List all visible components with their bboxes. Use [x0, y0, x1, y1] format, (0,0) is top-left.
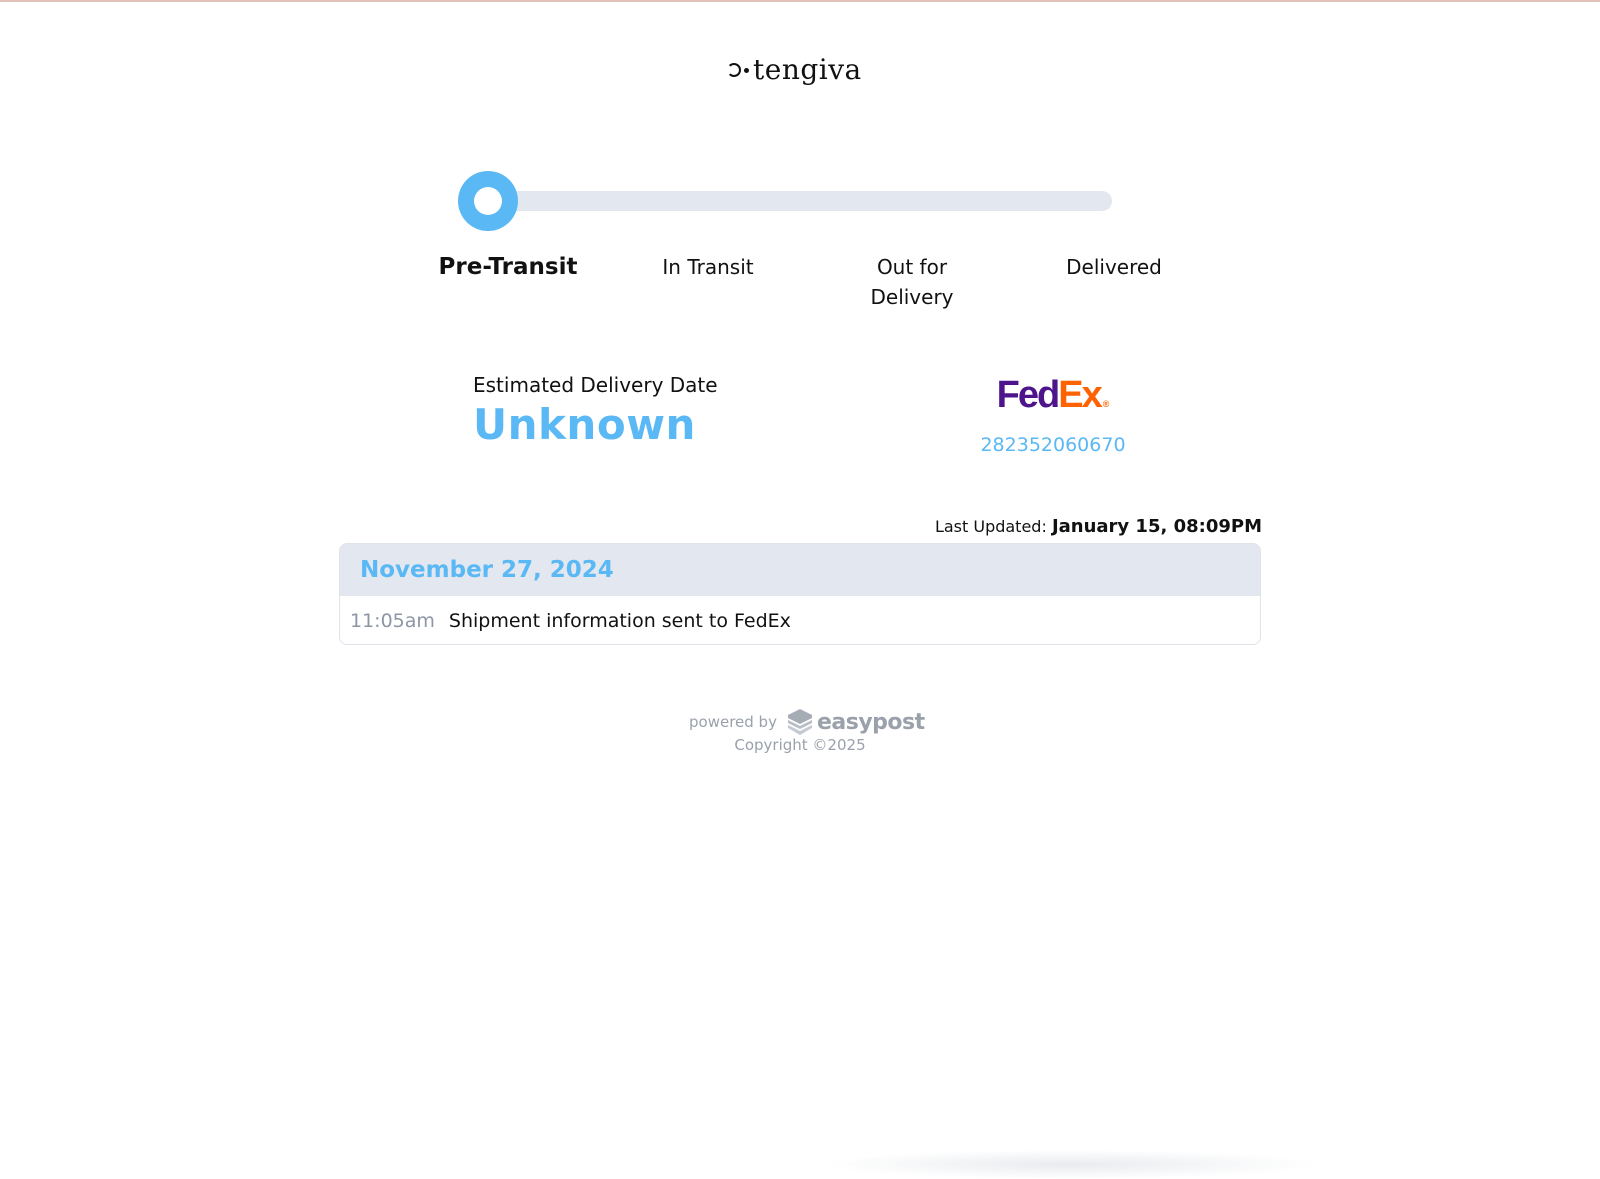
top-rule — [0, 0, 1600, 2]
estimated-delivery-value: Unknown — [473, 400, 696, 449]
last-updated-label: Last Updated: — [934, 517, 1047, 536]
carrier-block — [960, 375, 1146, 456]
progress-current-marker — [458, 171, 518, 231]
powered-by[interactable] — [689, 706, 925, 738]
event-row — [340, 596, 1260, 645]
estimated-delivery-label: Estimated Delivery Date — [473, 373, 718, 397]
tengiva-logo-icon — [727, 59, 749, 81]
step-out-for-delivery — [832, 252, 992, 312]
fedex-logo-fed: Fed — [996, 374, 1059, 416]
tracking-number-link[interactable]: 282352060670 — [980, 434, 1126, 456]
step-delivered: Delivered — [1066, 255, 1162, 279]
event-date-header: November 27, 2024 — [340, 544, 1260, 596]
fedex-logo-ex: Ex — [1058, 374, 1101, 416]
last-updated — [935, 516, 1262, 537]
step-in-transit: In Transit — [662, 255, 754, 279]
step-out-for-delivery-label: Out for Delivery — [870, 255, 954, 309]
step-pre-transit: Pre-Transit — [438, 254, 578, 280]
brand-logo-text: tengiva — [753, 53, 862, 86]
fedex-logo — [997, 375, 1110, 424]
event-time: 11:05am — [350, 610, 435, 632]
tracking-events-card — [339, 543, 1261, 645]
fedex-logo-registered: ® — [1102, 399, 1110, 409]
easypost-icon — [787, 708, 813, 736]
last-updated-value: January 15, 08:09PM — [1051, 516, 1262, 537]
copyright: Copyright ©2025 — [734, 736, 866, 754]
progress-track — [460, 191, 1112, 211]
powered-by-label: powered by — [689, 713, 777, 731]
event-description: Shipment information sent to FedEx — [448, 610, 791, 632]
easypost-wordmark: easypost — [816, 709, 925, 735]
brand-logo[interactable] — [727, 50, 877, 90]
bottom-shadow — [820, 1150, 1320, 1179]
